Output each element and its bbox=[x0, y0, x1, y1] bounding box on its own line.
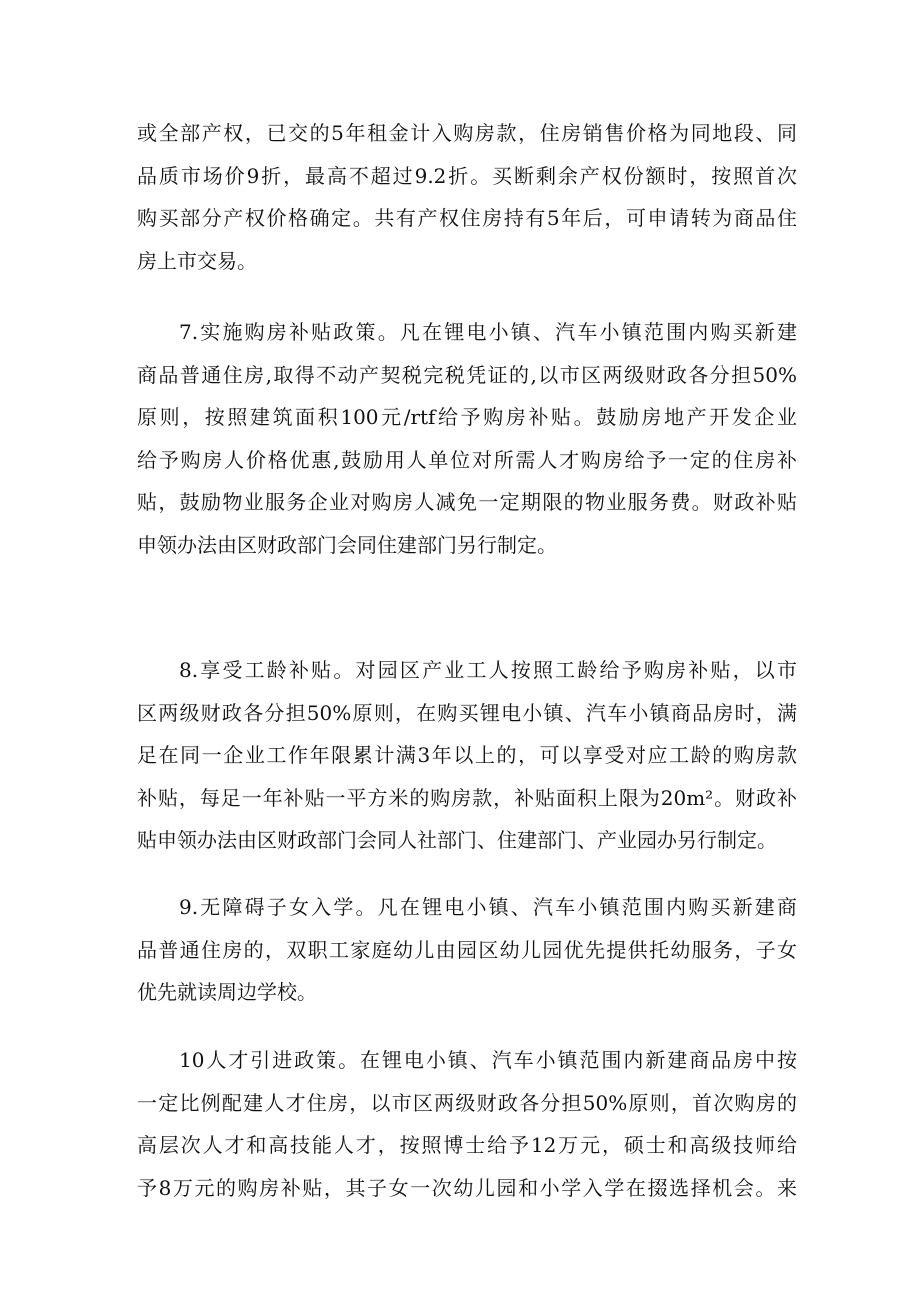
text-line: 房上市交易。 bbox=[137, 248, 257, 273]
text-line: 给予购房人价格优惠,鼓励用人单位对所需人才购房给予一定的住房补 bbox=[137, 447, 797, 472]
text-line: 商品普通住房,取得不动产契税完税凭证的,以市区两级财政各分担50% bbox=[137, 362, 797, 387]
text-line: 8.享受工龄补贴。对园区产业工人按照工龄给予购房补贴，以市 bbox=[179, 658, 797, 682]
text-line: 足在同一企业工作年限累计满3年以上的，可以享受对应工龄的购房款 bbox=[137, 743, 797, 767]
paragraph-item-9 bbox=[137, 886, 797, 1014]
text-line: 申领办法由区财政部门会同住建部门另行制定。 bbox=[137, 532, 557, 557]
text-line: 贴，鼓励物业服务企业对购房人减免一定期限的物业服务费。财政补贴 bbox=[137, 490, 797, 514]
paragraph-item-10 bbox=[137, 1039, 797, 1209]
text-line: 或全部产权，已交的5年租金计入购房款，住房销售价格为同地段、同 bbox=[137, 121, 797, 145]
text-line: 购买部分产权价格确定。共有产权住房持有5年后，可申请转为商品住 bbox=[137, 206, 797, 230]
text-line: 一定比例配建人才住房，以市区两级财政各分担50%原则，首次购房的 bbox=[137, 1090, 797, 1115]
paragraph-item-8 bbox=[137, 649, 797, 862]
text-line: 区两级财政各分担50%原则，在购买锂电小镇、汽车小镇商品房时，满 bbox=[137, 700, 797, 725]
text-line: 优先就读周边学校。 bbox=[137, 980, 317, 1004]
text-line: 贴申领办法由区财政部门会同人社部门、住建部门、产业园办另行制定。 bbox=[137, 828, 777, 852]
paragraph-continued-ownership bbox=[137, 112, 797, 282]
text-line: 品普通住房的，双职工家庭幼儿由园区幼儿园优先提供托幼服务，子女 bbox=[137, 937, 797, 962]
text-line: 原则，按照建筑面积100元/rtf给予购房补贴。鼓励房地产开发企业 bbox=[137, 405, 797, 429]
paragraph-item-7 bbox=[137, 311, 797, 566]
text-line: 予8万元的购房补贴，其子女一次幼儿园和小学入学在掇选择机会。来 bbox=[137, 1175, 797, 1200]
text-line: 补贴，每足一年补贴一平方米的购房款，补贴面积上限为20m²。财政补 bbox=[137, 785, 797, 810]
text-line: 9.无障碍子女入学。凡在锂电小镇、汽车小镇范围内购买新建商 bbox=[179, 895, 797, 919]
text-line: 高层次人才和高技能人才，按照博士给予12万元，硕士和高级技师给 bbox=[137, 1133, 797, 1157]
text-line: 7.实施购房补贴政策。凡在锂电小镇、汽车小镇范围内购买新建 bbox=[179, 320, 797, 344]
text-line: 品质市场价9折，最高不超过9.2折。买断剩余产权份额时，按照首次 bbox=[137, 163, 797, 188]
text-line: 10人才引进政策。在锂电小镇、汽车小镇范围内新建商品房中按 bbox=[179, 1048, 797, 1072]
